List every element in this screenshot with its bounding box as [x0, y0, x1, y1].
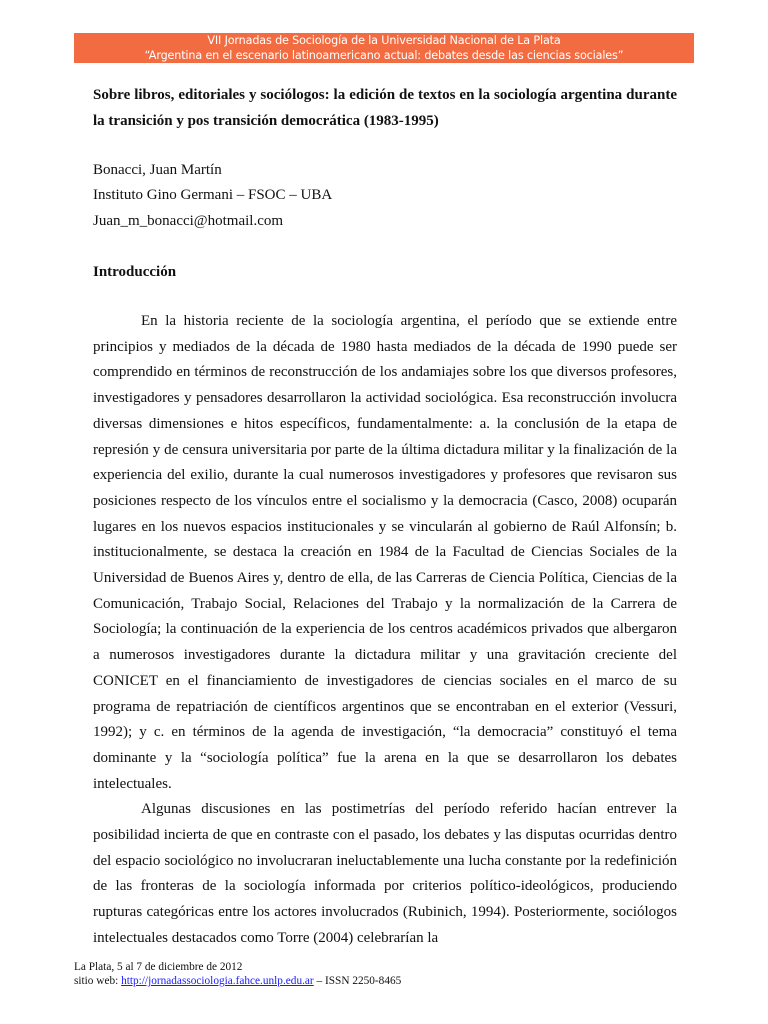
author-email: Juan_m_bonacci@hotmail.com [93, 213, 284, 229]
conference-name: VII Jornadas de Sociología de la Universidad Nacional de La Plata [207, 34, 561, 47]
section-heading: Introducción [93, 264, 177, 280]
page-footer [74, 960, 714, 988]
footer-site-link[interactable]: http://jornadassociologia.fahce.unlp.edu.ar [121, 975, 314, 987]
author-name: Bonacci, Juan Martín [93, 162, 222, 178]
author-institution: Instituto Gino Germani – FSOC – UBA [93, 187, 333, 203]
conference-banner [74, 33, 694, 63]
footer-site-prefix: sitio web: [74, 975, 119, 987]
footer-location-date: La Plata, 5 al 7 de diciembre de 2012 [74, 961, 243, 973]
footer-issn: – ISSN 2250-8465 [316, 975, 402, 987]
footer-site-line [74, 974, 714, 988]
body-text [93, 309, 677, 952]
paragraph: En la historia reciente de la sociología argentina, el período que se extiende entre principios y mediados de la década de 1980 hasta mediados de la década de 1990 puede ser comprendido en términos de reconstrucción de los andamiajes sobre los que diversos profesores, investigadores y pensadores desarrollaron la actividad sociológica. Esa reconstrucción involucra diversas dimensiones e hitos específicos, fundamentalmente: a. la conclusión de la etapa de represión y de censura universitaria por parte de la última dictadura militar y la finalización de la experiencia del exilio, durante la cual numerosos investigadores y profesores que revisaron sus posiciones respecto de los vínculos entre el socialismo y la democracia (Casco, 2008) ocuparán lugares en los nuevos espacios institucionales y se vincularán al gobierno de Raúl Alfonsín; b. institucionalmente, se destaca la creación en 1984 de la Facultad de Ciencias Sociales de la Universidad de Buenos Aires y, dentro de ella, de las Carreras de Ciencia Política, Ciencias de la Comunicación, Trabajo Social, Relaciones del Trabajo y la normalización de la Carrera de Sociología; la continuación de la experiencia de los centros académicos privados que albergaron a numerosos investigadores durante la dictadura militar y una gravitación creciente del CONICET en el financiamiento de investigadores de ciencias sociales en el marco de su programa de repatriación de científicos argentinos que se encontraban en el exterior (Vessuri, 1992); y c. en términos de la agenda de investigación, “la democracia” constituyó el tema dominante y la “sociología política” fue la arena en la que se desarrollaron los debates intelectuales. [93, 313, 677, 792]
paragraph: Algunas discusiones en las postimetrías del período referido hacían entrever la posibilidad incierta de que en contraste con el pasado, los debates y las disputas ocurridas dentro del espacio sociológico no involucraran ineluctablemente una lucha constante por la redefinición de las fronteras de la sociología informada por criterios político-ideológicos, produciendo rupturas categóricas entre los actores involucrados (Rubinich, 1994). Posteriormente, sociólogos intelectuales destacados como Torre (2004) celebrarían la [93, 801, 677, 946]
paper-title: Sobre libros, editoriales y sociólogos: la edición de textos en la sociología argentina durante la transición y pos transición democrática (1983-1995) [93, 87, 677, 129]
conference-theme: “Argentina en el escenario latinoamericano actual: debates desde las ciencias sociales” [144, 49, 624, 62]
